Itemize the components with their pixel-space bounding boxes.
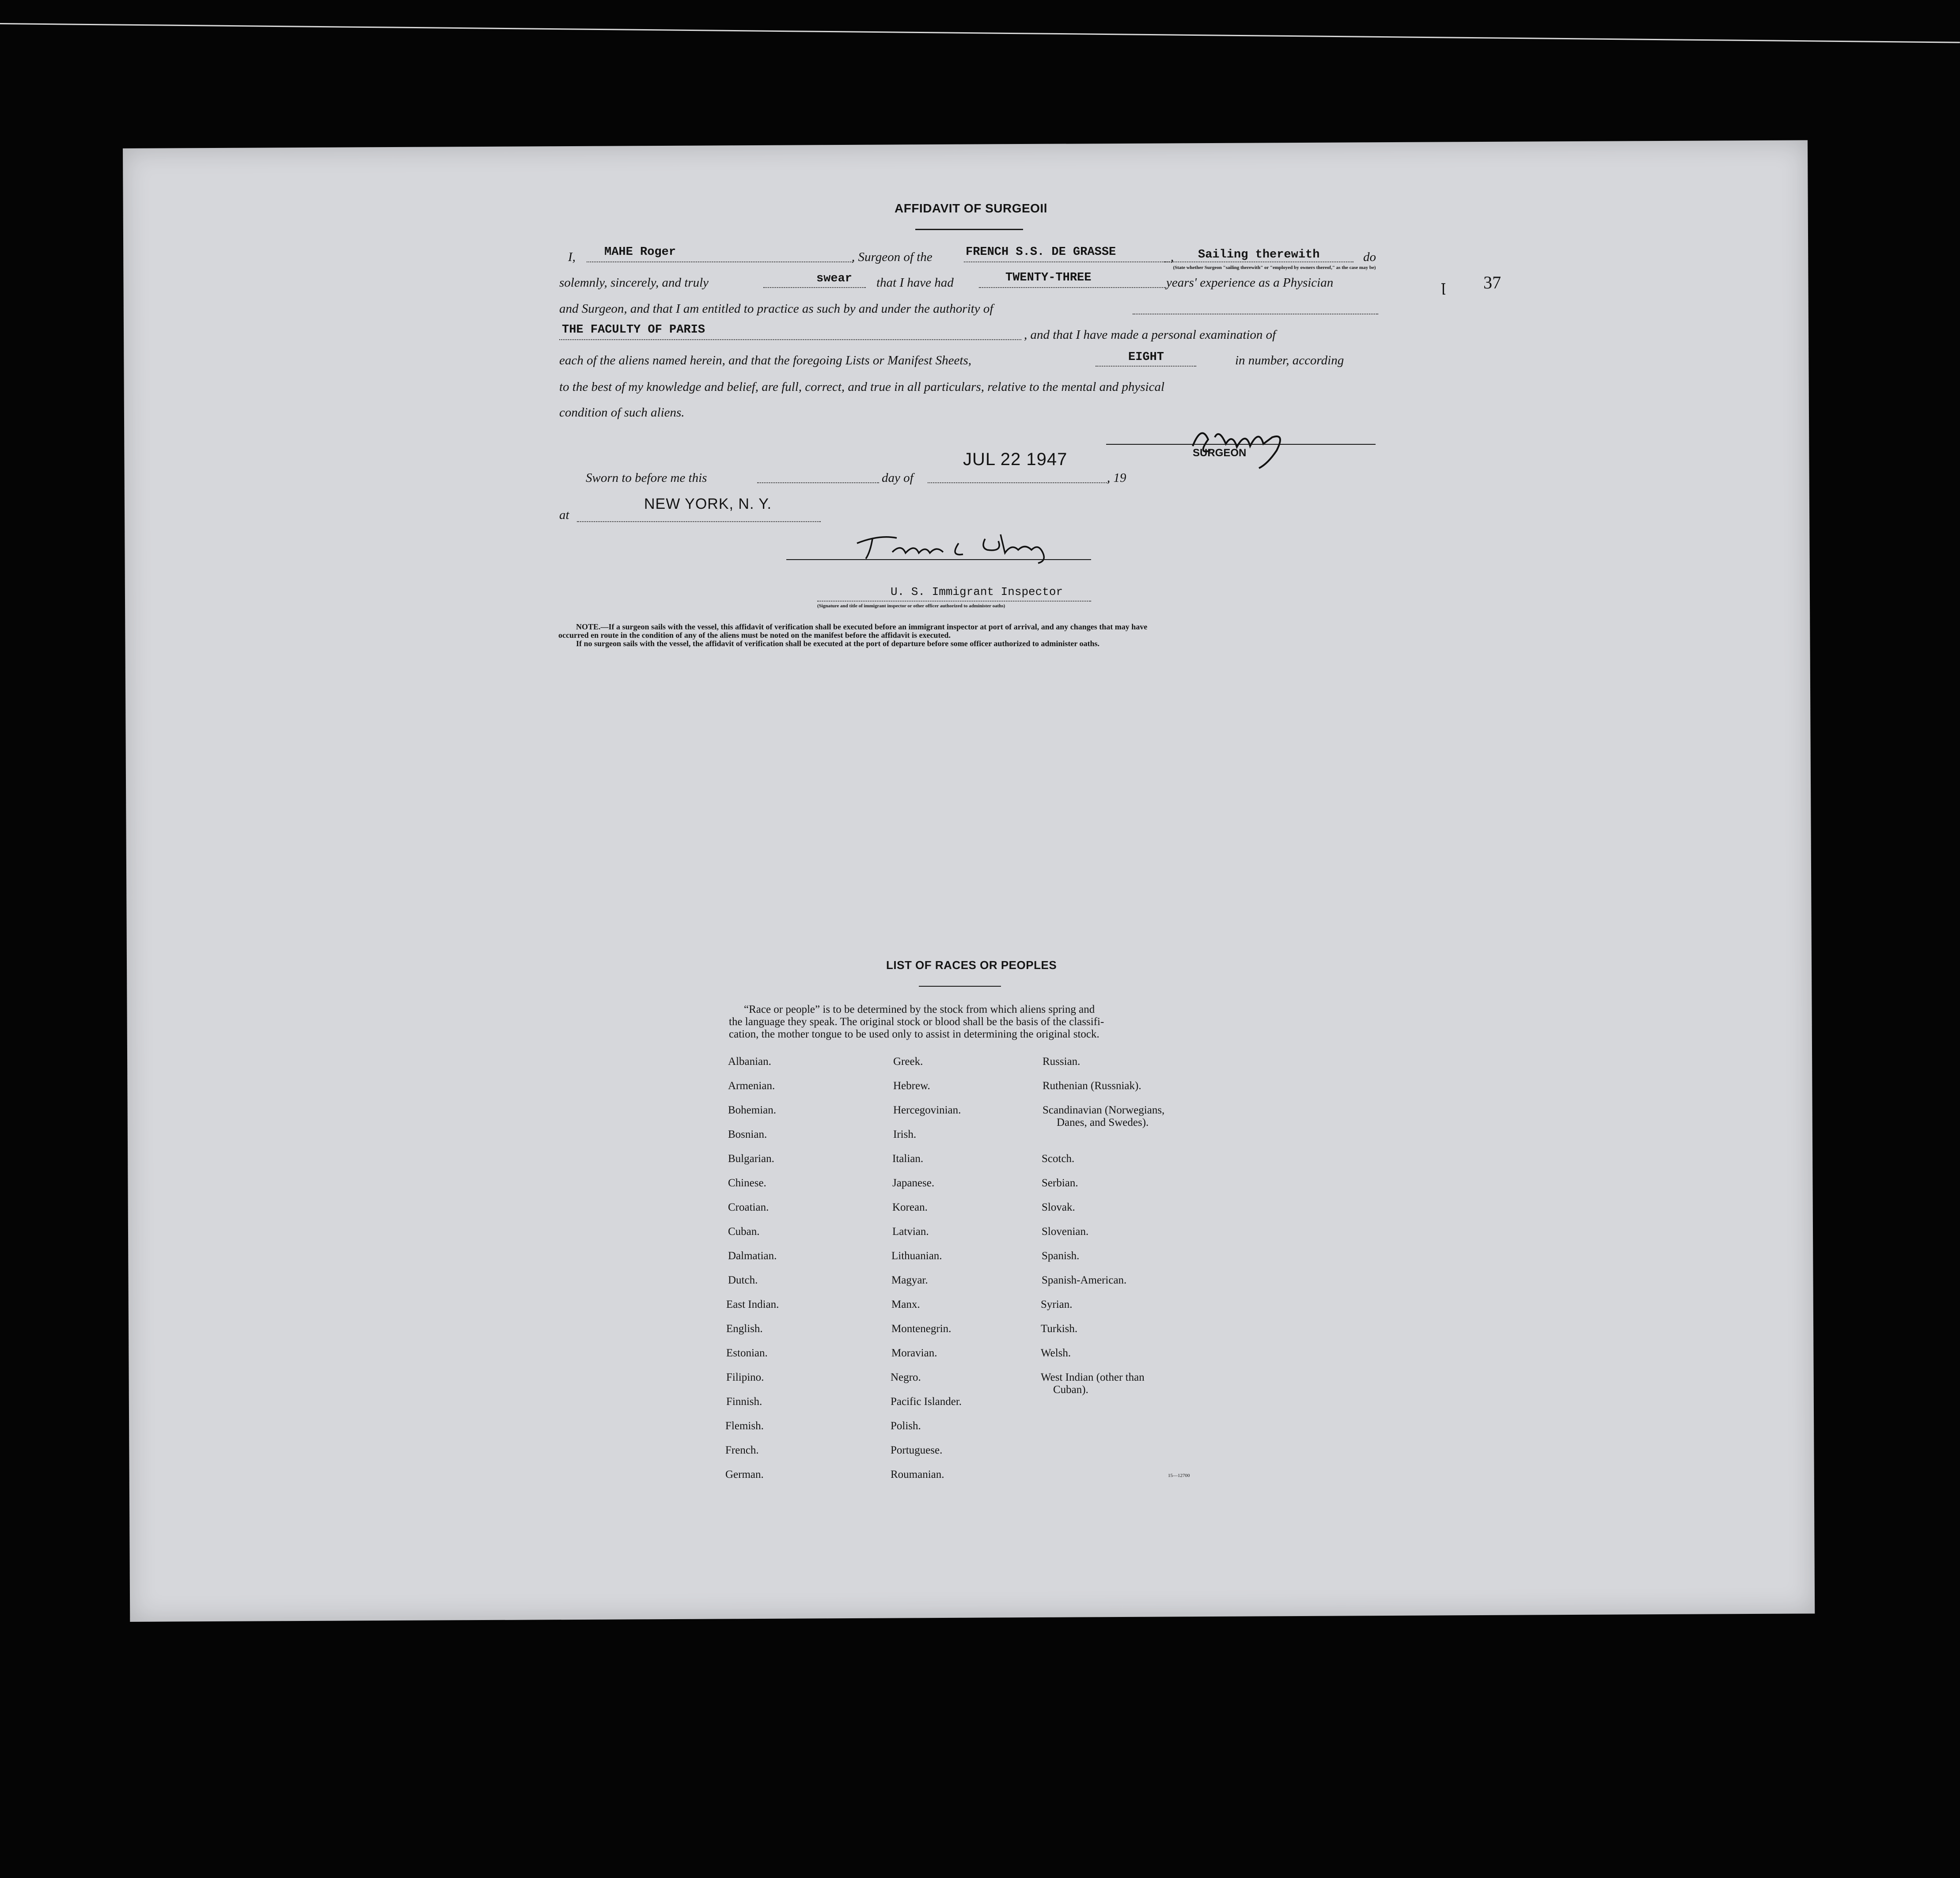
race-item: West Indian (other than: [1041, 1371, 1145, 1383]
oath-field-line: [763, 287, 866, 288]
race-item: German.: [725, 1469, 764, 1480]
race-item: East Indian.: [726, 1299, 779, 1310]
place-field-line: [577, 521, 821, 522]
race-item: Bosnian.: [728, 1128, 767, 1140]
races-intro-1: “Race or people” is to be determined by the stock from which aliens spring and: [744, 1003, 1095, 1015]
line3: and Surgeon, and that I am entitled to practice as such by and under the authority of: [559, 302, 993, 316]
sheet-count: EIGHT: [1128, 351, 1164, 364]
count-field-line: [1096, 366, 1196, 367]
margin-mark: ꞁ: [1441, 278, 1446, 295]
sworn-day-line: [757, 482, 879, 483]
race-item: Serbian.: [1042, 1177, 1078, 1189]
inspector-signature-line: [786, 559, 1091, 560]
years-field-line: [979, 287, 1166, 288]
races-intro-3: cation, the mother tongue to be used only to assist in determining the original stock.: [729, 1028, 1099, 1040]
races-title-underline: [919, 986, 1001, 987]
race-item: Hercegovinian.: [893, 1104, 961, 1116]
race-item: Irish.: [893, 1128, 917, 1140]
race-item: Japanese.: [892, 1177, 935, 1189]
race-item: French.: [725, 1444, 759, 1456]
race-item: Syrian.: [1041, 1299, 1073, 1310]
line2-post: years' experience as a Physician: [1166, 276, 1334, 290]
page-number: 37: [1483, 273, 1501, 292]
race-item: Filipino.: [726, 1371, 764, 1383]
race-item: Croatian.: [728, 1201, 769, 1213]
race-item: Roumanian.: [891, 1469, 944, 1480]
race-item: Polish.: [891, 1420, 921, 1432]
sworn-month-line: [928, 482, 1109, 483]
film-edge-line: [0, 23, 1960, 43]
surgeon-label: SURGEON: [1193, 447, 1247, 459]
races-title: LIST OF RACES OR PEOPLES: [886, 958, 1057, 972]
line1-post: do: [1363, 250, 1376, 264]
note-line-2: occurred en route in the condition of any of the aliens must be noted on the manifest before the affidavit is executed.: [558, 631, 951, 640]
date-stamp: JUL 22 1947: [963, 450, 1068, 469]
line1-comma: ,: [1171, 250, 1174, 264]
race-item: Russian.: [1043, 1056, 1080, 1068]
authority-name: THE FACULTY OF PARIS: [562, 323, 705, 337]
form-number: 15—12700: [1168, 1473, 1190, 1478]
race-item: Korean.: [892, 1201, 928, 1213]
race-item: Danes, and Swedes).: [1057, 1117, 1149, 1128]
race-item: Scotch.: [1042, 1153, 1075, 1165]
line1-mid: , Surgeon of the: [852, 250, 933, 264]
status-field-line: [1164, 261, 1353, 262]
inspector-title: U. S. Immigrant Inspector: [891, 585, 1063, 598]
race-item: Moravian.: [891, 1347, 937, 1359]
race-item: Portuguese.: [891, 1444, 943, 1456]
race-item: Estonian.: [726, 1347, 768, 1359]
sworn-day-of: day of: [882, 471, 914, 485]
race-item: Greek.: [893, 1056, 923, 1068]
title-underline: [915, 229, 1023, 230]
race-item: Armenian.: [728, 1080, 775, 1092]
race-item: Welsh.: [1041, 1347, 1071, 1359]
race-item: Spanish.: [1042, 1250, 1080, 1262]
race-item: Slovenian.: [1042, 1226, 1089, 1238]
inspector-title-line: [817, 601, 1091, 602]
sworn-pre: Sworn to before me this: [586, 471, 707, 485]
line1-pre: I,: [568, 250, 576, 264]
race-item: Scandinavian (Norwegians,: [1043, 1104, 1165, 1116]
race-item: Italian.: [892, 1153, 924, 1165]
line7: condition of such aliens.: [559, 405, 685, 420]
race-item: Ruthenian (Russniak).: [1043, 1080, 1141, 1092]
races-intro-2: the language they speak. The original stock or blood shall be the basis of the classifi-: [729, 1016, 1104, 1028]
race-item: Slovak.: [1042, 1201, 1075, 1213]
note-line-1: NOTE.—If a surgeon sails with the vessel, this affidavit of verification shall be executed before an immigrant inspector at port of arrival, and any changes that may have: [576, 622, 1148, 631]
surgeon-name: MAHE Roger: [604, 246, 676, 259]
race-item: Albanian.: [728, 1056, 771, 1068]
race-item: Finnish.: [726, 1396, 762, 1408]
authority-field-line: [559, 339, 1021, 340]
race-item: Bohemian.: [728, 1104, 777, 1116]
race-item: Hebrew.: [893, 1080, 930, 1092]
years-count: TWENTY-THREE: [1005, 271, 1092, 284]
race-item: Latvian.: [892, 1226, 929, 1238]
line5-pre: each of the aliens named herein, and that the foregoing Lists or Manifest Sheets,: [559, 353, 971, 367]
race-item: Magyar.: [891, 1274, 928, 1286]
name-field-line: [587, 261, 853, 262]
surgeon-status: Sailing therewith: [1198, 248, 1320, 261]
race-item: Bulgarian.: [728, 1153, 774, 1165]
race-item: Dalmatian.: [728, 1250, 777, 1262]
note-line-3: If no surgeon sails with the vessel, the affidavit of verification shall be executed at the port of departure before some officer authorized to administer oaths.: [576, 639, 1100, 648]
race-item: Cuban.: [728, 1226, 760, 1238]
race-item: Manx.: [891, 1299, 920, 1310]
race-item: Cuban).: [1053, 1384, 1088, 1396]
race-item: Dutch.: [728, 1274, 758, 1286]
affidavit-title: AFFIDAVIT OF SURGEOIl: [895, 201, 1047, 215]
line6: to the best of my knowledge and belief, are full, correct, and true in all particulars, relative to the mental and physical: [559, 380, 1165, 394]
status-caption: (State whether Surgeon "sailing therewith" or "employed by owners thereof," as the case may be): [1173, 265, 1376, 270]
race-item: Pacific Islander.: [891, 1396, 962, 1408]
race-item: Spanish-American.: [1042, 1274, 1127, 1286]
line5-post: in number, according: [1235, 353, 1344, 367]
race-item: Negro.: [891, 1371, 921, 1383]
at-label: at: [559, 508, 569, 522]
inspector-caption: (Signature and title of immigrant inspector or other officer authorized to administer oaths): [817, 603, 1005, 609]
ship-field-line: [964, 261, 1170, 262]
ship-name: FRENCH S.S. DE GRASSE: [966, 246, 1116, 259]
race-item: Turkish.: [1041, 1323, 1078, 1335]
race-item: English.: [726, 1323, 763, 1335]
race-item: Flemish.: [725, 1420, 764, 1432]
sworn-year: , 19: [1107, 471, 1126, 485]
place-stamp: NEW YORK, N. Y.: [644, 496, 772, 512]
line4-post: , and that I have made a personal examination of: [1024, 328, 1276, 342]
oath-word: swear: [816, 272, 853, 285]
line2-mid: that I have had: [876, 276, 954, 290]
surgeon-signature: [1184, 420, 1316, 473]
race-item: Montenegrin.: [891, 1323, 952, 1335]
race-item: Chinese.: [728, 1177, 766, 1189]
line2-pre: solemnly, sincerely, and truly: [559, 276, 709, 290]
race-item: Lithuanian.: [891, 1250, 942, 1262]
